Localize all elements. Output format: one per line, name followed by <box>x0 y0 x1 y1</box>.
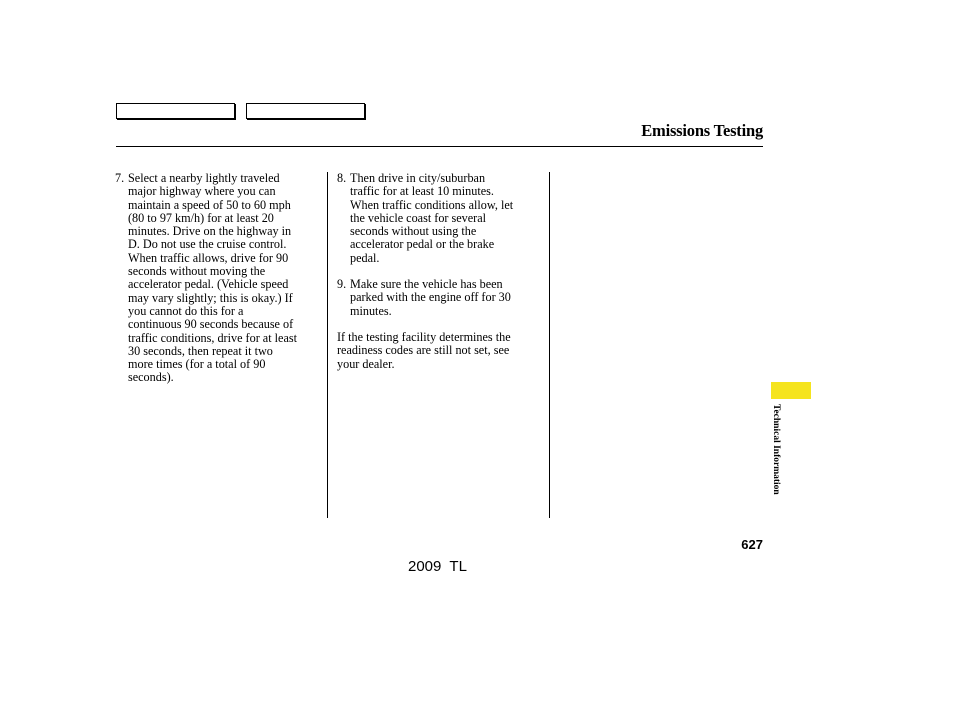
text-line: seconds without using the <box>350 224 477 239</box>
column-divider-1 <box>327 172 328 518</box>
dealer-note <box>337 331 537 371</box>
text-line: When traffic conditions allow, let <box>350 197 514 212</box>
text-line: traffic conditions, drive for at least <box>128 330 297 345</box>
text-line: accelerator pedal. (Vehicle speed <box>128 277 289 292</box>
text-line: Then drive in city/suburban <box>350 171 486 185</box>
text-line: (80 to 97 km/h) for at least 20 <box>128 210 274 225</box>
header-rule <box>116 146 763 147</box>
text-line: Make sure the vehicle has been <box>350 277 503 292</box>
text-line: more times (for a total of 90 <box>128 357 266 372</box>
text-line: major highway where you can <box>128 184 276 199</box>
step-7 <box>115 172 321 385</box>
step-8 <box>337 172 537 265</box>
text-line: traffic for at least 10 minutes. <box>350 184 494 199</box>
text-line: Select a nearby lightly traveled <box>128 171 280 185</box>
step-number: 8. <box>337 171 347 185</box>
step-9 <box>337 278 537 318</box>
step-text <box>350 278 537 318</box>
column-divider-2 <box>549 172 550 518</box>
text-line: minutes. Drive on the highway in <box>128 224 292 239</box>
step-text <box>128 172 321 385</box>
column-2 <box>337 172 537 371</box>
text-line: If the testing facility determines the <box>337 329 511 344</box>
text-line: your dealer. <box>337 356 395 371</box>
page-title: Emissions Testing <box>641 121 763 140</box>
page-number: 627 <box>741 537 763 552</box>
text-line: you cannot do this for a <box>128 303 244 318</box>
section-tab[interactable] <box>771 382 811 399</box>
text-line: the vehicle coast for several <box>350 210 487 225</box>
section-side-label: Technical Information <box>771 404 781 495</box>
text-line: 30 seconds, then repeat it two <box>128 343 273 358</box>
nav-button-next[interactable] <box>246 103 365 119</box>
text-line: parked with the engine off for 30 <box>350 290 511 305</box>
text-line: D. Do not use the cruise control. <box>128 237 287 252</box>
footer-model: 2009 TL <box>408 558 467 575</box>
text-line: seconds without moving the <box>128 264 266 279</box>
text-line: pedal. <box>350 250 380 265</box>
column-1 <box>115 172 321 385</box>
text-line: minutes. <box>350 303 392 318</box>
text-line: may vary slightly; this is okay.) If <box>128 290 293 305</box>
step-text <box>350 172 537 265</box>
step-number: 7. <box>115 171 125 185</box>
nav-button-previous[interactable] <box>116 103 235 119</box>
text-line: seconds). <box>128 370 174 385</box>
text-line: When traffic allows, drive for 90 <box>128 250 289 265</box>
text-line: continuous 90 seconds because of <box>128 317 294 332</box>
text-line: readiness codes are still not set, see <box>337 343 510 358</box>
step-number: 9. <box>337 277 347 292</box>
text-line: maintain a speed of 50 to 60 mph <box>128 197 291 212</box>
text-line: accelerator pedal or the brake <box>350 237 495 252</box>
